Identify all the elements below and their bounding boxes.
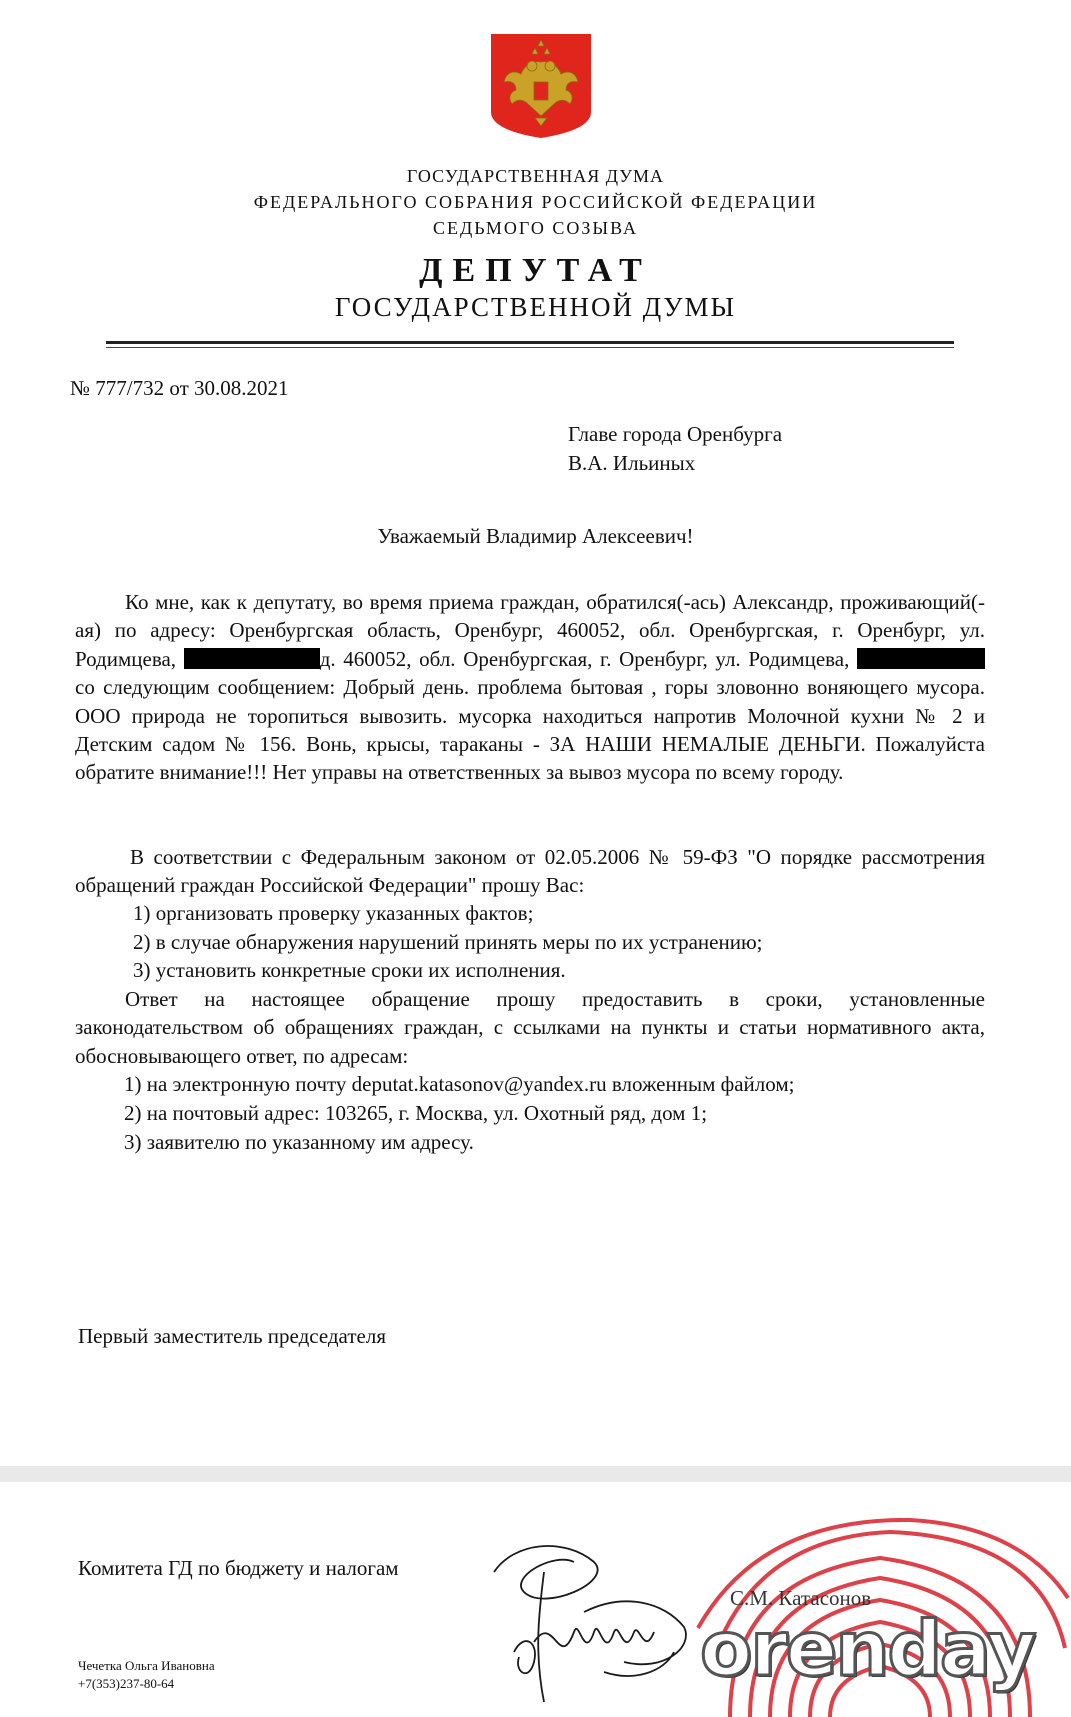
request-item: 3) установить конкретные сроки их исполнения.	[133, 958, 566, 982]
executor-name: Чечетка Ольга Ивановна	[78, 1658, 215, 1673]
header-subtitle: ГОСУДАРСТВЕННОЙ ДУМЫ	[334, 292, 737, 322]
paragraph-complaint-part-3: со следующим сообщением: Добрый день. проблема бытовая , горы зловонно воняющего мусора. ООО природа не торопиться вывозить. мусорка находиться напротив Молочной кухни № 2 и Детским садом № 156. Вонь, крысы, тараканы - ЗА НАШИ НЕМАЛЫЕ ДЕНЬГИ. Пожалуйста обратите внимание!!! Нет управы на ответственных за вывоз мусора по всему городу.	[75, 675, 985, 785]
paragraph-legal-basis: В соответствии с Федеральным законом от 02.05.2006 № 59-ФЗ "О порядке рассмотрения обращений граждан Российской Федерации" прошу Вас:	[75, 845, 985, 898]
address-item: 3) заявителю по указанному им адресу.	[124, 1130, 474, 1154]
header-title: ДЕПУТАТ	[419, 252, 652, 289]
paragraph-complaint-part-1: Ко мне, как к депутату, во время приема граждан, обратился(-ась) Александр, проживающий(-ая) по адресу: Оренбургская область, Оренбург, 460052, обл. Оренбургская, г. Оренбург, ул. Родимцева,	[75, 590, 985, 671]
signatory-position-line-1: Первый заместитель председателя	[78, 1324, 386, 1348]
header-line-2: ФЕДЕРАЛЬНОГО СОБРАНИЯ РОССИЙСКОЙ ФЕДЕРАЦИИ	[253, 192, 818, 212]
watermark-logo-text	[700, 1604, 1034, 1693]
handwritten-signature-icon	[484, 1532, 694, 1712]
coat-of-arms-emblem	[488, 32, 594, 140]
paragraph-response-request: Ответ на настоящее обращение прошу предоставить в сроки, установленные законодательством об обращениях граждан, с ссылками на пункты и статьи нормативного акта, обосновывающего ответ, по адресам:	[75, 987, 985, 1068]
page-break	[0, 1466, 1071, 1482]
recipient-line-2: В.А. Ильиных	[568, 451, 696, 475]
header-line-3: СЕДЬМОГО СОЗЫВА	[433, 218, 638, 238]
header-divider-thick	[106, 341, 954, 344]
address-item: 2) на почтовый адрес: 103265, г. Москва, ул. Охотный ряд, дом 1;	[124, 1101, 708, 1125]
redaction-box	[857, 648, 985, 669]
request-item: 1) организовать проверку указанных фактов;	[133, 901, 534, 925]
greeting: Уважаемый Владимир Алексеевич!	[377, 524, 694, 548]
letter-number: № 777/732 от 30.08.2021	[70, 376, 289, 400]
redaction-box	[184, 648, 320, 669]
paragraph-complaint	[75, 588, 985, 787]
address-item: 1) на электронную почту deputat.katasonov@yandex.ru вложенным файлом;	[124, 1072, 795, 1096]
watermark-text: orenday	[700, 1604, 1035, 1693]
header-line-1: ГОСУДАРСТВЕННАЯ ДУМА	[406, 166, 665, 186]
request-item: 2) в случае обнаружения нарушений принять меры по их устранению;	[133, 930, 763, 954]
recipient-line-1: Главе города Оренбурга	[568, 422, 783, 446]
executor-phone: +7(353)237-80-64	[78, 1676, 175, 1691]
header-divider-thin	[106, 347, 954, 348]
signatory-position-line-2: Комитета ГД по бюджету и налогам	[78, 1556, 399, 1580]
signatory-name: С.М. Катасонов	[730, 1586, 872, 1610]
paragraph-complaint-part-2: д. 460052, обл. Оренбургская, г. Оренбург, ул. Родимцева,	[319, 646, 857, 671]
